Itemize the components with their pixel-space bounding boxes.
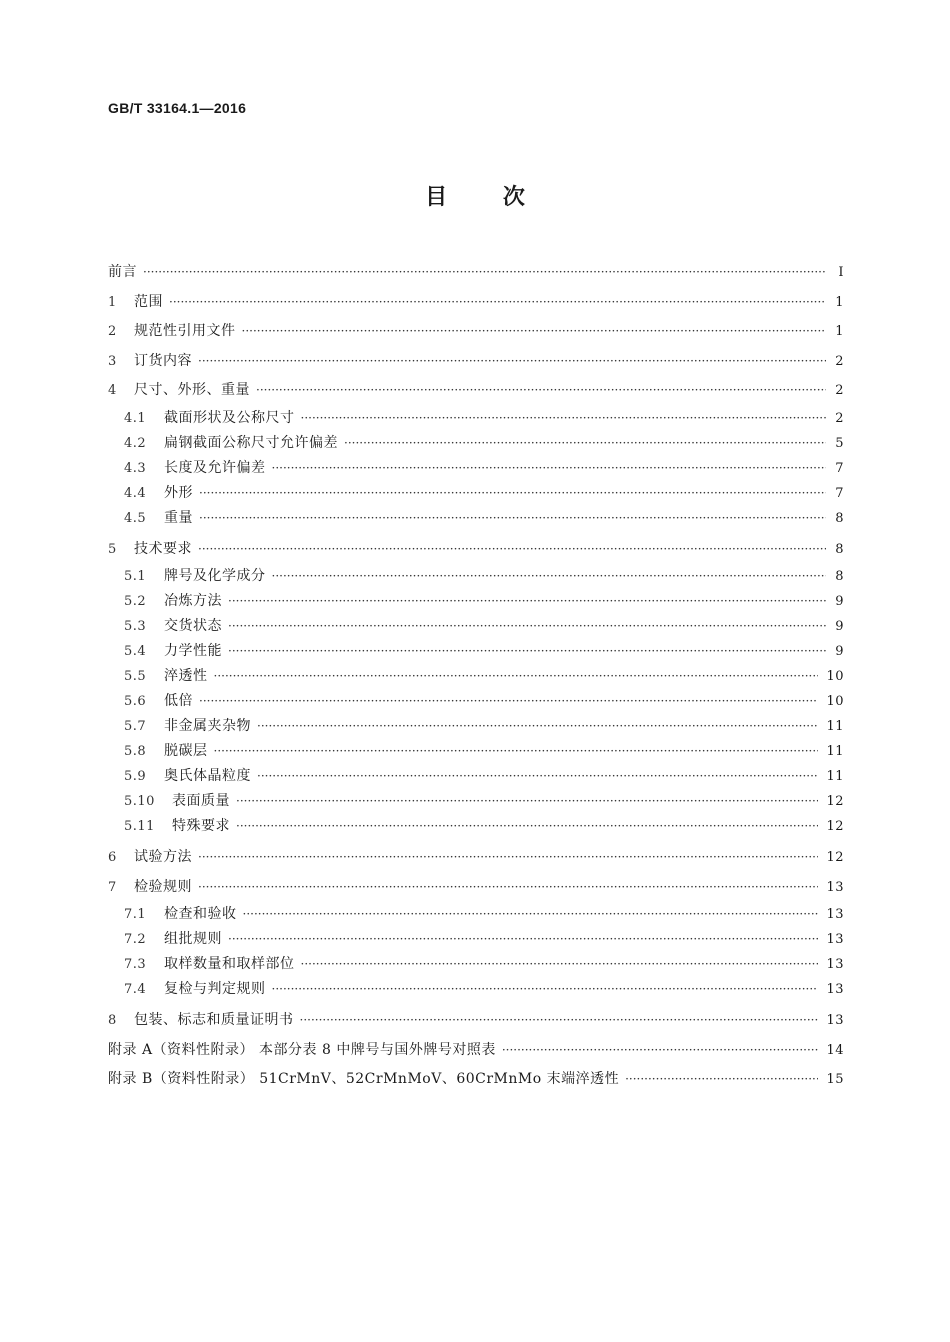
toc-entry-page: 11 <box>826 769 844 784</box>
toc-entry[interactable] <box>108 376 844 406</box>
toc-entry[interactable] <box>108 764 844 789</box>
toc-entry-page: 12 <box>826 794 844 809</box>
toc-dot-leader <box>214 739 819 764</box>
toc-entry[interactable] <box>108 952 844 977</box>
toc-entry-label: 订货内容 <box>134 352 192 369</box>
toc-entry[interactable] <box>108 589 844 614</box>
toc-dot-leader <box>272 564 827 589</box>
toc-entry-label: 交货状态 <box>164 618 222 634</box>
toc-dot-leader <box>243 902 819 927</box>
toc-entry-number: 3 <box>108 353 117 369</box>
toc-entry-number: 5.7 <box>124 719 147 734</box>
toc-entry-page: 13 <box>826 879 844 895</box>
toc-dot-leader <box>272 456 827 481</box>
toc-entry-number: 4.3 <box>124 460 147 476</box>
toc-entry-page: 8 <box>835 541 844 557</box>
toc-entry-number: 7.2 <box>124 932 147 947</box>
toc-entry[interactable] <box>108 814 844 839</box>
toc-entry-page: 13 <box>826 932 844 947</box>
toc-entry-page: 12 <box>826 819 844 834</box>
toc-entry-label: 长度及允许偏差 <box>164 459 266 476</box>
toc-dot-leader <box>236 789 818 814</box>
toc-entry[interactable] <box>108 614 844 639</box>
toc-dot-leader <box>214 664 819 689</box>
toc-dot-leader <box>228 927 818 952</box>
toc-entry-label: 附录 A（资料性附录） 本部分表 8 中牌号与国外牌号对照表 <box>108 1041 496 1058</box>
toc-entry-number: 5.1 <box>124 569 147 584</box>
toc-entry-number: 7.4 <box>124 982 147 997</box>
toc-entry-page: 13 <box>826 1013 844 1028</box>
toc-dot-leader <box>228 639 826 664</box>
toc-dot-leader <box>625 1065 818 1095</box>
toc-entry-number: 2 <box>108 324 117 339</box>
toc-entry[interactable] <box>108 564 844 589</box>
toc-entry-label: 外形 <box>164 484 193 501</box>
toc-entry-number: 8 <box>108 1013 117 1028</box>
page-title: 目 次 <box>425 185 525 210</box>
toc-entry-label: 低倍 <box>164 693 193 709</box>
toc-entry-page: Ⅰ <box>838 265 844 280</box>
toc-entry-number: 4.5 <box>124 510 147 526</box>
toc-entry[interactable] <box>108 689 844 714</box>
toc-entry[interactable] <box>108 456 844 481</box>
toc-entry-number: 5 <box>108 541 117 557</box>
toc-entry[interactable] <box>108 902 844 927</box>
toc-entry-label: 冶炼方法 <box>164 593 222 609</box>
toc-entry-number: 4.4 <box>124 485 147 501</box>
toc-entry-page: 5 <box>835 435 844 451</box>
toc-entry-number: 5.6 <box>124 694 147 709</box>
toc-dot-leader <box>198 873 818 903</box>
toc-entry-label: 技术要求 <box>134 540 192 557</box>
toc-dot-leader <box>199 689 818 714</box>
toc-entry-page: 7 <box>835 485 844 501</box>
toc-entry-label: 包装、标志和质量证明书 <box>134 1012 294 1028</box>
toc-dot-leader <box>169 288 826 318</box>
toc-entry-page: 2 <box>835 353 844 369</box>
toc-entry-number: 7 <box>108 879 117 895</box>
toc-entry-label: 范围 <box>134 293 163 310</box>
toc-dot-leader <box>301 406 827 431</box>
toc-entry-number: 4.1 <box>124 410 147 426</box>
toc-dot-leader <box>344 431 826 456</box>
toc-entry-page: 13 <box>826 982 844 997</box>
toc-entry-page: 10 <box>826 669 844 684</box>
toc-dot-leader <box>256 376 826 406</box>
toc-entry[interactable] <box>108 789 844 814</box>
toc-dot-leader <box>198 347 826 377</box>
toc-entry[interactable] <box>108 927 844 952</box>
toc-entry[interactable] <box>108 506 844 531</box>
toc-entry-page: 9 <box>835 619 844 634</box>
toc-entry-page: 1 <box>835 324 844 339</box>
toc-entry-page: 8 <box>835 569 844 584</box>
toc-entry-label: 试验方法 <box>134 849 192 865</box>
toc-entry-page: 11 <box>826 719 844 734</box>
toc-dot-leader <box>228 589 826 614</box>
toc-entry-label: 附录 B（资料性附录） 51CrMnV、52CrMnMoV、60CrMnMo 末端淬透性 <box>108 1071 620 1087</box>
toc-entry-number: 5.3 <box>124 619 147 634</box>
toc-entry-page: 13 <box>826 907 844 922</box>
toc-entry-page: 12 <box>826 850 844 865</box>
toc-entry-label: 表面质量 <box>172 793 230 809</box>
toc-entry-label: 截面形状及公称尺寸 <box>164 409 295 426</box>
toc-entry-number: 1 <box>108 294 117 310</box>
toc-entry-label: 规范性引用文件 <box>134 323 236 339</box>
toc-entry[interactable] <box>108 639 844 664</box>
toc-entry-number: 5.2 <box>124 594 147 609</box>
toc-entry-label: 检验规则 <box>134 878 192 895</box>
toc-dot-leader <box>272 977 819 1002</box>
toc-dot-leader <box>143 258 826 288</box>
toc-dot-leader <box>257 714 818 739</box>
toc-entry[interactable] <box>108 843 844 873</box>
toc-entry-number: 5.4 <box>124 644 147 659</box>
toc-entry-number: 5.11 <box>124 819 155 834</box>
toc-entry-number: 5.9 <box>124 769 147 784</box>
toc-entry-label: 前言 <box>108 264 137 280</box>
toc-entry[interactable] <box>108 431 844 456</box>
toc-entry-label: 取样数量和取样部位 <box>164 956 295 972</box>
toc-dot-leader <box>199 506 826 531</box>
toc-entry-label: 扁钢截面公称尺寸允许偏差 <box>164 434 338 451</box>
toc-entry[interactable] <box>108 288 844 318</box>
toc-entry[interactable] <box>108 873 844 903</box>
toc-entry-label: 尺寸、外形、重量 <box>134 382 250 398</box>
toc-entry-page: 15 <box>826 1072 844 1087</box>
toc-entry-number: 7.3 <box>124 957 147 972</box>
toc-entry-label: 力学性能 <box>164 643 222 659</box>
toc-entry-label: 奥氏体晶粒度 <box>164 768 251 784</box>
toc-entry-number: 6 <box>108 850 117 865</box>
toc-entry-label: 淬透性 <box>164 668 208 684</box>
toc-entry-page: 1 <box>835 294 844 310</box>
standard-code: GB/T 33164.1—2016 <box>108 100 247 116</box>
toc-entry[interactable] <box>108 535 844 565</box>
toc-entry-page: 9 <box>835 594 844 609</box>
toc-dot-leader <box>242 317 827 347</box>
toc-entry-number: 4 <box>108 383 117 398</box>
toc-entry-page: 11 <box>826 744 844 759</box>
toc-dot-leader <box>236 814 818 839</box>
toc-entry-page: 10 <box>826 694 844 709</box>
toc-entry-page: 13 <box>826 957 844 972</box>
toc-dot-leader <box>198 535 826 565</box>
toc-entry[interactable] <box>108 317 844 347</box>
toc-entry-page: 2 <box>835 383 844 398</box>
toc-entry[interactable] <box>108 406 844 431</box>
toc-entry-label: 非金属夹杂物 <box>164 718 251 734</box>
toc-entry[interactable] <box>108 258 844 288</box>
toc-dot-leader <box>228 614 826 639</box>
toc-entry-label: 检查和验收 <box>164 906 237 922</box>
toc-entry-number: 7.1 <box>124 907 147 922</box>
toc-dot-leader <box>301 952 819 977</box>
toc-entry-number: 5.8 <box>124 744 147 759</box>
toc-dot-leader <box>198 843 818 873</box>
toc-entry-label: 重量 <box>164 509 193 526</box>
toc-dot-leader <box>257 764 818 789</box>
toc-entry-label: 复检与判定规则 <box>164 981 266 997</box>
toc-entry[interactable] <box>108 481 844 506</box>
toc-entry-page: 8 <box>835 510 844 526</box>
toc-entry[interactable] <box>108 1006 844 1036</box>
toc-entry-label: 组批规则 <box>164 931 222 947</box>
toc-entry[interactable] <box>108 1065 844 1095</box>
toc-entry[interactable] <box>108 1036 844 1066</box>
toc-entry[interactable] <box>108 347 844 377</box>
toc-entry-page: 14 <box>826 1042 844 1058</box>
toc-dot-leader <box>502 1036 819 1066</box>
toc-dot-leader <box>199 481 826 506</box>
table-of-contents <box>108 258 844 1095</box>
toc-entry-number: 5.10 <box>124 794 155 809</box>
toc-entry[interactable] <box>108 664 844 689</box>
toc-entry-page: 7 <box>835 460 844 476</box>
toc-dot-leader <box>300 1006 819 1036</box>
toc-entry-page: 2 <box>835 410 844 426</box>
toc-entry-number: 4.2 <box>124 435 147 451</box>
toc-entry[interactable] <box>108 977 844 1002</box>
toc-entry[interactable] <box>108 739 844 764</box>
toc-entry-label: 牌号及化学成分 <box>164 568 266 584</box>
toc-entry[interactable] <box>108 714 844 739</box>
toc-entry-label: 特殊要求 <box>172 818 230 834</box>
toc-entry-label: 脱碳层 <box>164 743 208 759</box>
toc-entry-page: 9 <box>835 644 844 659</box>
toc-entry-number: 5.5 <box>124 669 147 684</box>
